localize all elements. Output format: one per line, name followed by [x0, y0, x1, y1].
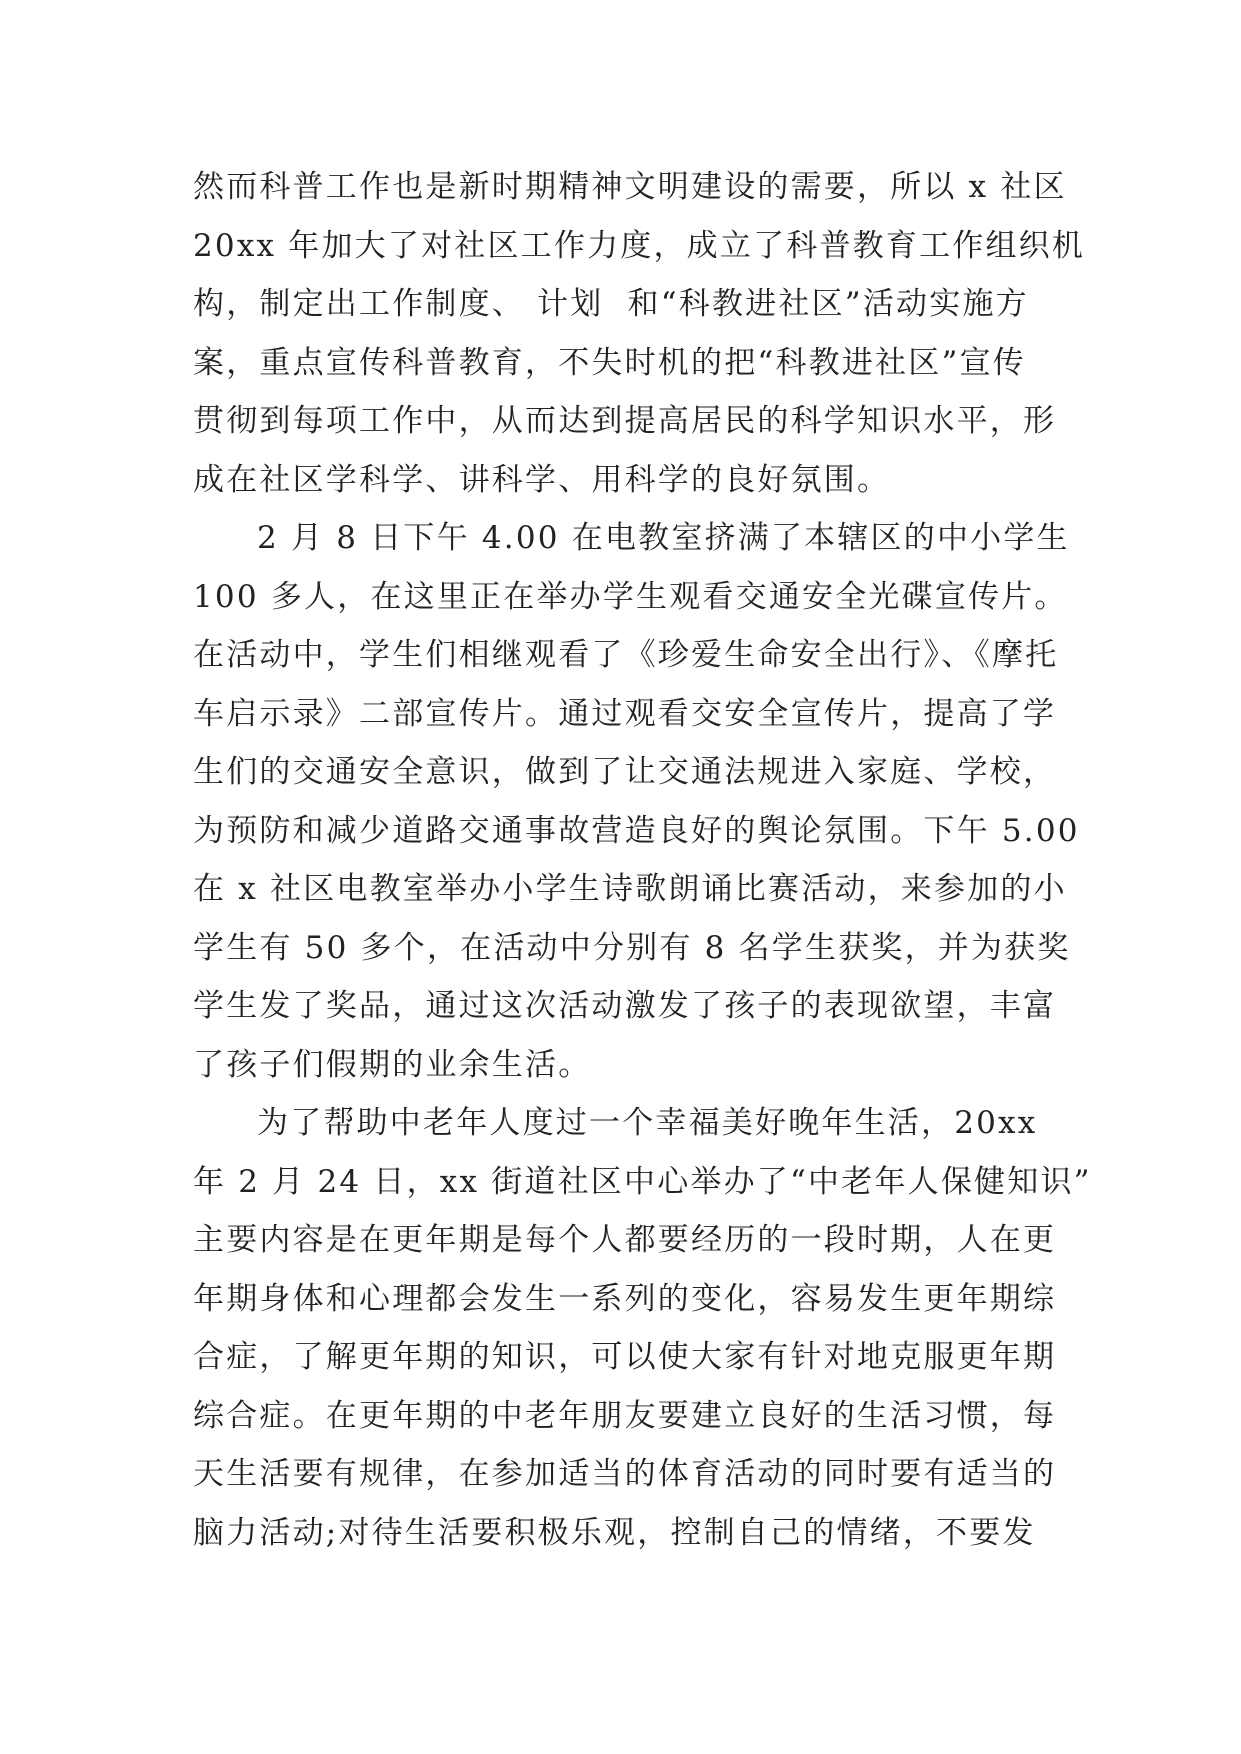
text-line: 天生活要有规律，在参加适当的体育活动的同时要有适当的 — [193, 1456, 1057, 1492]
text-line: 20xx 年加大了对社区工作力度，成立了科普教育工作组织机 — [193, 227, 1086, 264]
text-line: 贯彻到每项工作中，从而达到提高居民的科学知识水平，形 — [193, 403, 1057, 439]
text-line: 年期身体和心理都会发生一系列的变化，容易发生更年期综 — [193, 1280, 1057, 1317]
paragraph-3 — [193, 1094, 1092, 1562]
text-line: 为预防和减少道路交通事故营造良好的舆论氛围。下午 5.00 — [193, 812, 1080, 849]
text-line: 学生有 50 多个，在活动中分别有 8 名学生获奖，并为获奖 — [193, 929, 1071, 966]
text-line: 构，制定出工作制度、 计划 和“科教进社区”活动实施方 — [193, 286, 1029, 322]
paragraph-2 — [193, 509, 1080, 1094]
text-line: 案，重点宣传科普教育，不失时机的把“科教进社区”宣传 — [193, 344, 1026, 381]
paragraph-1 — [193, 158, 1086, 509]
text-line: 生们的交通安全意识，做到了让交通法规进入家庭、学校， — [193, 754, 1057, 790]
text-line: 然而科普工作也是新时期精神文明建设的需要，所以 x 社区 — [193, 169, 1067, 205]
text-line: 车启示录》二部宣传片。通过观看交安全宣传片，提高了学 — [193, 695, 1057, 732]
text-line: 合症，了解更年期的知识，可以使大家有针对地克服更年期 — [193, 1339, 1057, 1375]
text-line: 100 多人，在这里正在举办学生观看交通安全光碟宣传片。 — [193, 578, 1068, 615]
text-line: 综合症。在更年期的中老年朋友要建立良好的生活习惯，每 — [193, 1397, 1057, 1434]
text-line: 了孩子们假期的业余生活。 — [193, 1046, 592, 1083]
text-line: 脑力活动;对待生活要积极乐观，控制自己的情绪，不要发 — [193, 1514, 1036, 1551]
text-line: 年 2 月 24 日，xx 街道社区中心举办了“中老年人保健知识” — [193, 1163, 1092, 1200]
text-line: 主要内容是在更年期是每个人都要经历的一段时期，人在更 — [193, 1222, 1057, 1258]
text-line: 在活动中，学生们相继观看了《珍爱生命安全出行》、《摩托 — [193, 637, 1059, 673]
text-line: 2 月 8 日下午 4.00 在电教室挤满了本辖区的中小学生 — [257, 520, 1070, 556]
text-line: 为了帮助中老年人度过一个幸福美好晚年生活，20xx — [257, 1105, 1038, 1141]
text-line: 学生发了奖品，通过这次活动激发了孩子的表现欲望，丰富 — [193, 988, 1057, 1024]
text-line: 成在社区学科学、讲科学、用科学的良好氛围。 — [193, 461, 891, 498]
document-body — [193, 158, 1092, 1562]
text-line: 在 x 社区电教室举办小学生诗歌朗诵比赛活动，来参加的小 — [193, 871, 1067, 907]
